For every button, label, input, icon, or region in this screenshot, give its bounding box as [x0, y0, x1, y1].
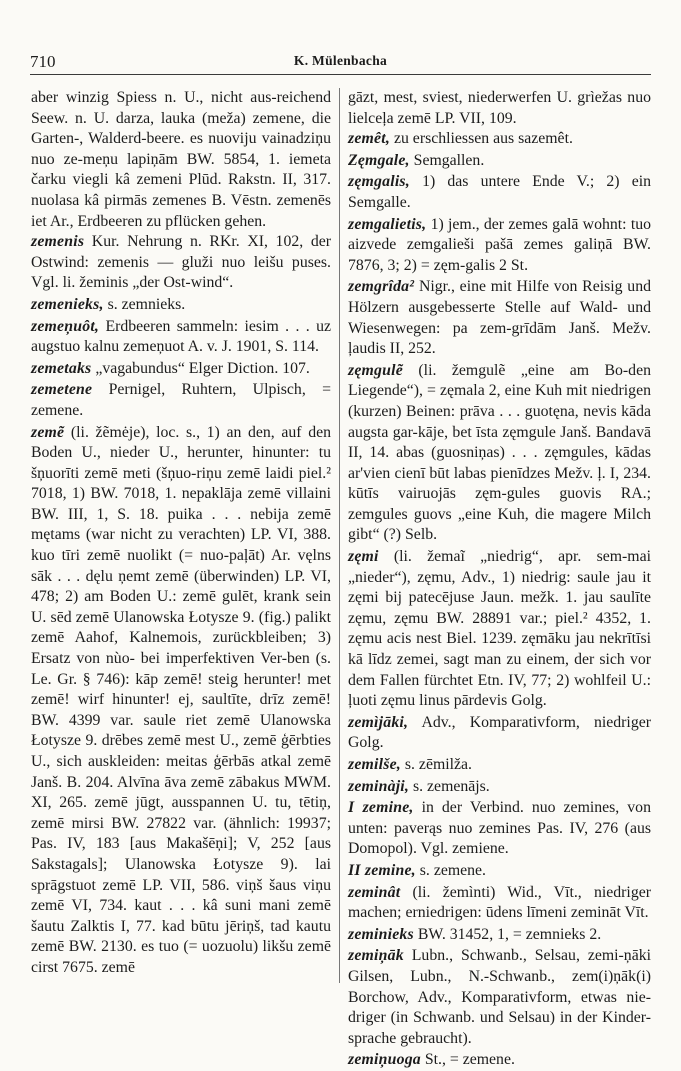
headword: zemgalietis, — [348, 215, 427, 233]
dictionary-entry — [348, 547, 651, 712]
entry-body: s. zemenājs. — [409, 777, 490, 795]
dictionary-entry — [348, 755, 651, 776]
right-column — [348, 88, 651, 1069]
entry-body: (li. žemìnti) Wid., Vīt., niedriger machen; erniedrigen: ūdens līmeni zemināt Vīt. — [348, 883, 651, 922]
headword: zęmgulẽ — [348, 361, 403, 379]
headword: zemeņuôt, — [31, 317, 100, 335]
entry-body: in der Verbind. nuo zemines, von unten: paverąs nuo zemines Pas. IV, 276 (aus Domopol). Vgl. zemiene. — [348, 799, 651, 858]
headword: zemilše, — [348, 756, 401, 773]
dictionary-entry — [348, 861, 651, 882]
dictionary-entry — [31, 317, 331, 358]
headword: zemetaks — [31, 359, 92, 377]
continued-text: gāzt, mest, sviest, niederwerfen U. grìežas nuo lielceļa zemē LP. VII, 109. — [348, 89, 651, 127]
entry-body: Kur. Nehrung n. RKr. XI, 102, der Ostwind: zemenis — gluži nuo leišu puses. Vgl. li. žeminis „der Ost-wind“. — [31, 233, 331, 292]
headword: zemìjāki, — [348, 713, 409, 731]
page-number: 710 — [30, 52, 56, 71]
headword: zemetene — [31, 381, 93, 399]
dictionary-entry — [348, 883, 651, 924]
entry-body: (li. žẽmėje), loc. s., 1) an den, auf den Boden U., nieder U., herunter, hinunter: tu šņuorīti zemē meti (šņuo-riņu zemē laidi piel.² 7018, 1) BW. 7018, 1. nepaklāja zemē villaini BW. III, 1, S. 18. puika . . . nebija zemē mętams (war nicht zu verachten) LP. VI, 388. kuo tīri zemē nuolikt (= nuo-paļāt) Ar. vęlns sāk . . . dęlu ņemt zemē (überwinden) LP. VI, 478; 2) am Boden U.: zemē gulēt, krank sein U. sēd zemē Ulanowska Łotysze 9. (fig.) palikt zemē Aahof, Kalnemois, zurückbleiben; 3) Ersatz von nùo- bei imperfektiven Ver-ben (s. Le. Gr. § 746): kāp zemē! steig herunter! met zemē! wirf hinunter! ej, saultīte, drīz zemē! BW. 4399 var. saule riet zemē Ulanowska Łotysze 9. drēbes zemē mest U., zemē ģērbties U., sich auskleiden: meitas ģērbās atkal zemē Janš. B. 204. Alvīna āva zemē zābakus MWM. XI, 265. zemē jūgt, ausspannen U. tu, tētiņ, zemē mirsi BW. 27822 var. (ähnlich: 19937; Pas. IV, 183 [aus Makašēņi]; V, 252 [aus Sakstagals]; Ulanowska Łotysze 9). lai sprāgstuot zemē LP. VII, 586. viņš šaus viņu zemē VI, 734. kaut . . . kâ suni mani zemē šautu Zalktis I, 77. kad būtu jēriņš, tad kautu zemē BW. 2130. es tuo (= uozuolu) likšu zemē cirst 7675. zemē — [31, 423, 331, 976]
entry-body: Pernigel, Ruhtern, Ulpisch, = zemene. — [31, 381, 331, 419]
column-divider — [339, 88, 340, 983]
entry-body: (li. žemgulẽ „eine am Bo-den Liegende“), = zęmala 2, eine Kuh mit niedrigen (kurzen) Beinen: prāva . . . guotęna, nevis kāda augsta gar-kāje, bet īsta zęmgule Janš. Bandavā II, 14. abas (guosniņas) . . . zęmgules, kādas ar'vien cienī būt labas pienīdzes Mežv. ļ. I, 234. kūtīs vairuojās zęm-gules guovis RA.; zemgules guovs „eine Kuh, die magere Milch gibt“ (?) Selb. — [348, 361, 651, 544]
dictionary-entry — [348, 215, 651, 277]
dictionary-entry — [31, 232, 331, 294]
entry-body: 1) das untere Ende V.; 2) ein Semgalle. — [348, 173, 651, 211]
headword: zeminàji, — [348, 777, 410, 795]
entry-body: s. zemene. — [415, 861, 487, 879]
headword: I zemine, — [348, 799, 414, 817]
entry-body: BW. 31452, 1, = zemnieks 2. — [413, 925, 602, 943]
entry-body: St., = zemene. — [420, 1051, 515, 1069]
dictionary-entry — [31, 359, 331, 380]
dictionary-entry — [348, 277, 651, 359]
entry-body: 1) jem., der zemes galā wohnt: tuo aizvede zemgalieši pašā zemes galiņā BW. 7876, 3; 2) = zęm-galis 2 St. — [348, 215, 651, 274]
dictionary-entry — [348, 713, 651, 754]
headword: Zęmgale, — [348, 151, 410, 169]
headword: zemiņuoga — [348, 1051, 421, 1069]
entry-body: s. zemnieks. — [103, 295, 186, 313]
dictionary-entry — [31, 295, 331, 316]
left-column — [31, 88, 331, 988]
continued-text: aber winzig Spiess n. U., nicht aus-reichend Seew. n. U. darza, lauka (meža) zemene, die Garten-, Walderd-beere. es nuoviju vainadziņu nuo ze-meņu lapiņām BW. 5854, 1. iemeta čarku viegli kâ zemeni Plūd. Rakstn. II, 317. nuolasa kâ pirmās zemenes B. Vēstn. zemenēs iet Ar., Erdbeeren zu pflücken gehen. — [31, 89, 331, 230]
headword: zeminieks — [348, 925, 414, 943]
dictionary-entry — [348, 946, 651, 1049]
headword: zęmgalis, — [348, 173, 410, 191]
entry-body: Lubn., Schwanb., Selsau, zemi-ņāki Gilsen, Lubn., N.-Schwanb., zem(i)ņāk(i) Borchow, Adv., Komparativform, etwas nie-driger (in Schwanb. und Selsau) in der Kinder-sprache gebraucht). — [348, 947, 651, 1047]
headword: zeminât — [348, 883, 401, 901]
entry-body: Adv., Komparativform, niedriger Golg. — [348, 713, 651, 752]
entry-body: „vagabundus“ Elger Diction. 107. — [91, 359, 310, 377]
page-header — [30, 52, 651, 75]
dictionary-entry — [348, 798, 651, 860]
dictionary-entry — [348, 1050, 651, 1071]
dictionary-entry — [348, 129, 651, 150]
headword: zemêt, — [348, 130, 390, 148]
headword: zemiņāk — [348, 947, 404, 965]
dictionary-entry — [348, 925, 651, 946]
dictionary-entry — [348, 777, 651, 798]
entry-body: s. zēmilža. — [400, 756, 472, 773]
entry-body: Semgallen. — [409, 151, 485, 169]
headword: zemenis — [31, 233, 85, 251]
entry-body: Nigr., eine mit Hilfe von Reisig und Hölzern ausgebesserte Stelle auf Wald- und Wiesenwegen: pa zem-grīdām Janš. Mežv. ļaudis II, 252. — [348, 278, 651, 358]
entry-body: zu erschliessen aus sazemêt. — [390, 130, 573, 148]
dictionary-entry — [31, 423, 331, 979]
entry-body: (li. žemaĩ „niedrig“, apr. sem-mai „nieder“), zęmu, Adv., 1) niedrig: saule jau it zęmi bij patecējuse Jaun. mežk. 1. jau saulīte zęmu, zęmu BW. 28891 var.; piel.² 4352, 1. zęmu acis nest Biel. 1239. zęmāku jau nekrītīsi kā līdz zemei, sagt man zu einem, der sich vor dem Fallen fürchtet Etn. IV, 77; 2) wohlfeil U.: ļuoti zęmu linus pārdevis Golg. — [348, 548, 651, 710]
running-title: K. Mülenbacha — [293, 53, 388, 68]
headword: zęmi — [348, 548, 379, 566]
headword: zemgrîda² — [348, 278, 415, 296]
dictionary-entry — [348, 361, 651, 546]
headword: zemẽ — [31, 423, 65, 441]
dictionary-entry — [31, 380, 331, 421]
dictionary-entry — [348, 172, 651, 213]
dictionary-entry — [348, 151, 651, 172]
entry-body: Erdbeeren sammeln: iesim . . . uz augstuo kalnu zemeņuot A. v. J. 1901, S. 114. — [31, 317, 331, 356]
headword: zemenieks, — [31, 295, 104, 313]
headword: II zemine, — [348, 861, 416, 879]
